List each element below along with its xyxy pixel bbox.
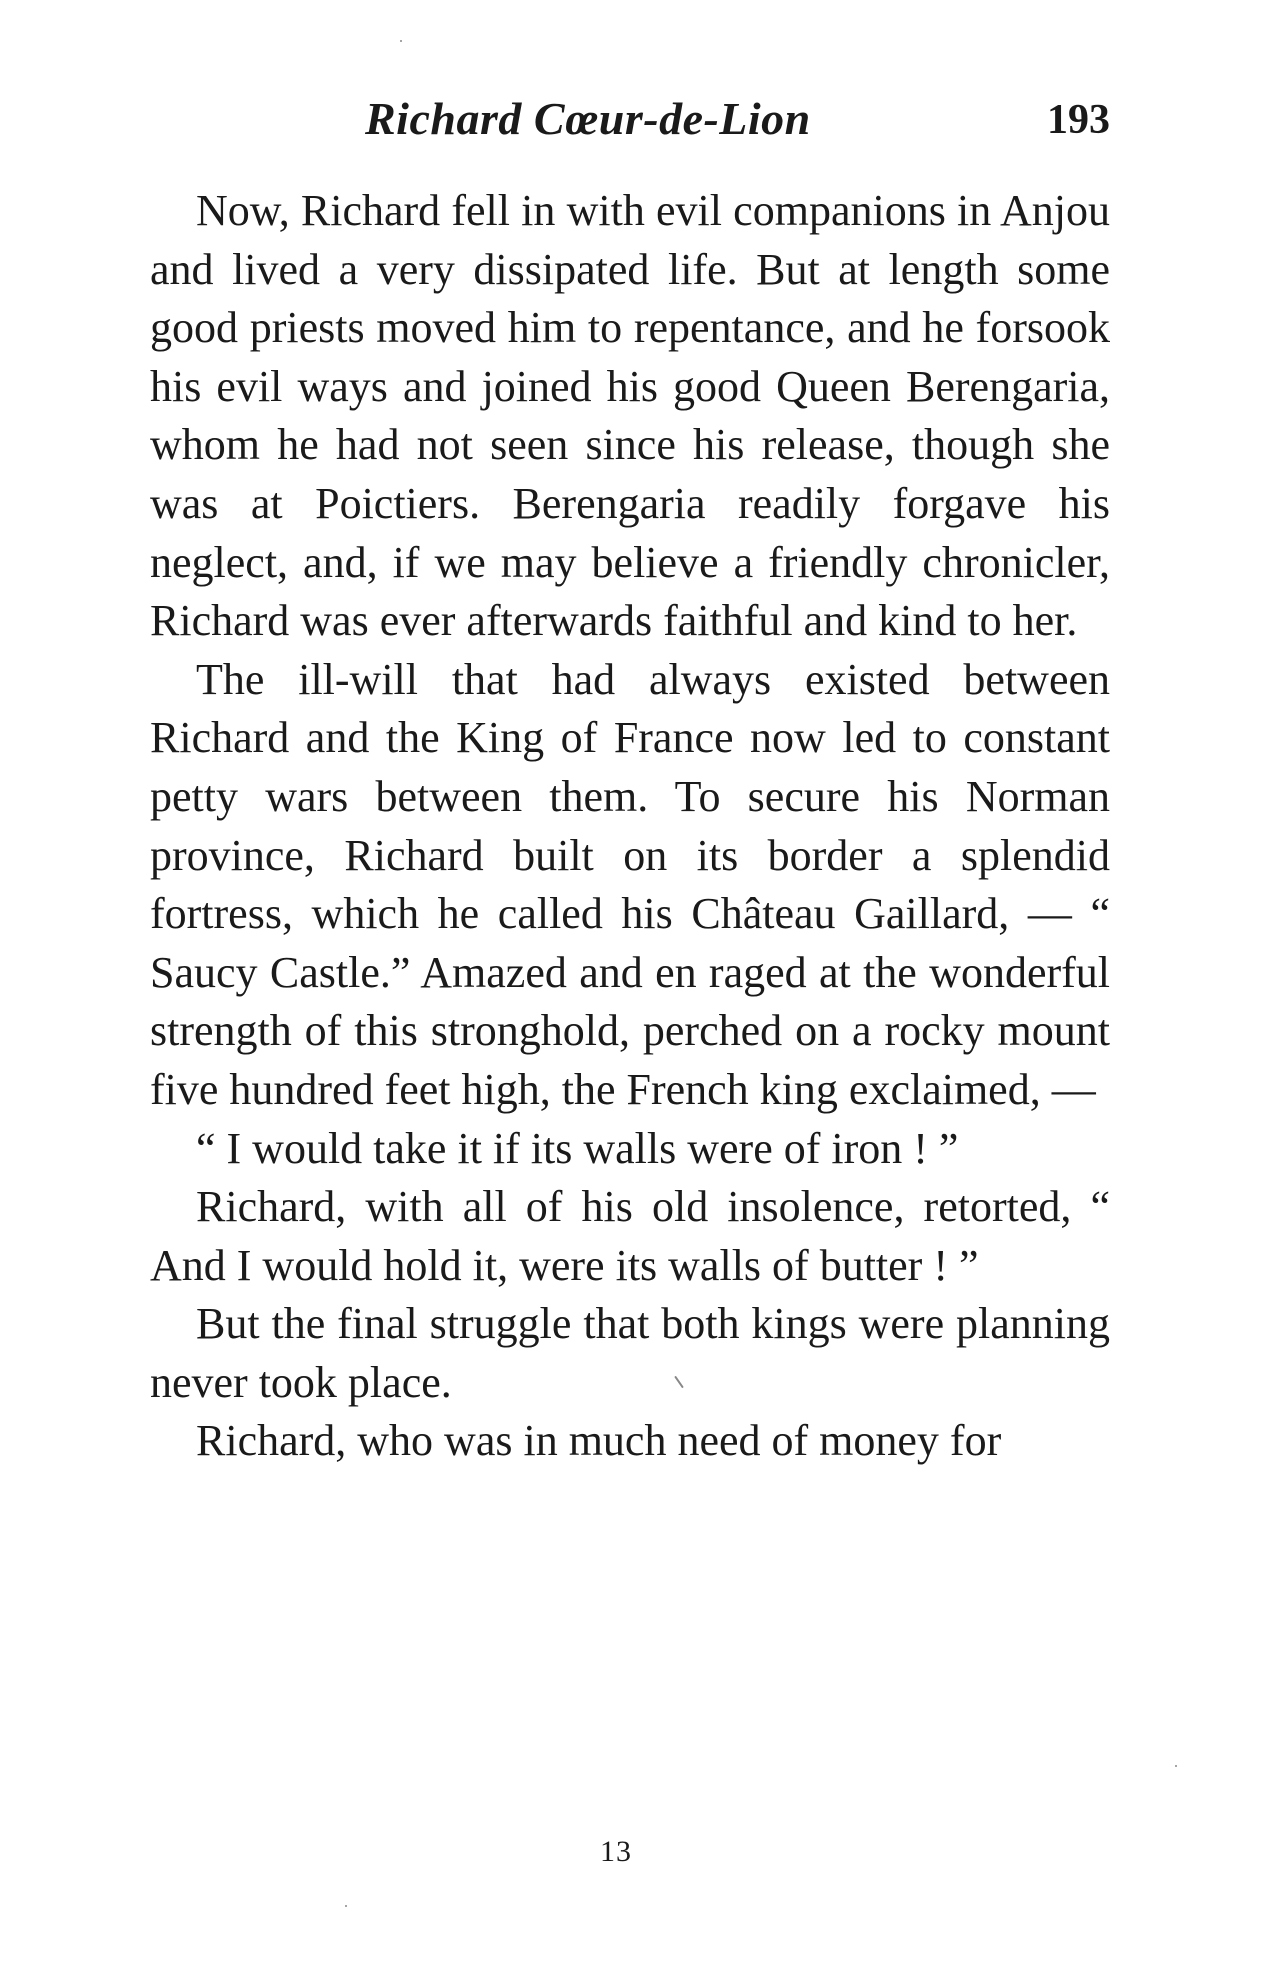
- running-title: Richard Cœur-de-Lion: [365, 93, 811, 144]
- body-text: [150, 182, 1110, 1471]
- running-head: [150, 92, 1110, 152]
- paper-speck: [345, 1905, 347, 1907]
- paragraph: But the final struggle that both kings were planning never took place.: [150, 1299, 1110, 1407]
- paper-speck: [1175, 1765, 1177, 1767]
- paragraph: The ill-will that had always existed between Richard and the King of France now led to constant petty wars between them. To secure his Norman province, Richard built on its border a splendid fortress, which he called his Château Gaillard, — “ Saucy Castle.” Amazed and en raged at the wonderful strength of this stronghold, perched on a rocky mount five hundred feet high, the French king exclaimed, —: [150, 654, 1110, 1114]
- page-number: 193: [1047, 97, 1110, 143]
- paragraph: Richard, with all of his old insolence, retorted, “ And I would hold it, were its walls of butter ! ”: [150, 1182, 1110, 1290]
- paper-speck: [400, 40, 402, 42]
- paragraph: Now, Richard fell in with evil companions in Anjou and lived a very dissipated life. But at length some good priests moved him to repentance, and he forsook his evil ways and joined his good Queen Berengaria, whom he had not seen since his release, though she was at Poictiers. Berengaria readily forgave his neglect, and, if we may believe a friendly chronicler, Richard was ever afterwards faithful and kind to her.: [150, 186, 1110, 646]
- paragraph: Richard, who was in much need of money for: [196, 1416, 1002, 1466]
- signature-mark: 13: [600, 1835, 632, 1868]
- paragraph: “ I would take it if its walls were of iron ! ”: [196, 1123, 959, 1173]
